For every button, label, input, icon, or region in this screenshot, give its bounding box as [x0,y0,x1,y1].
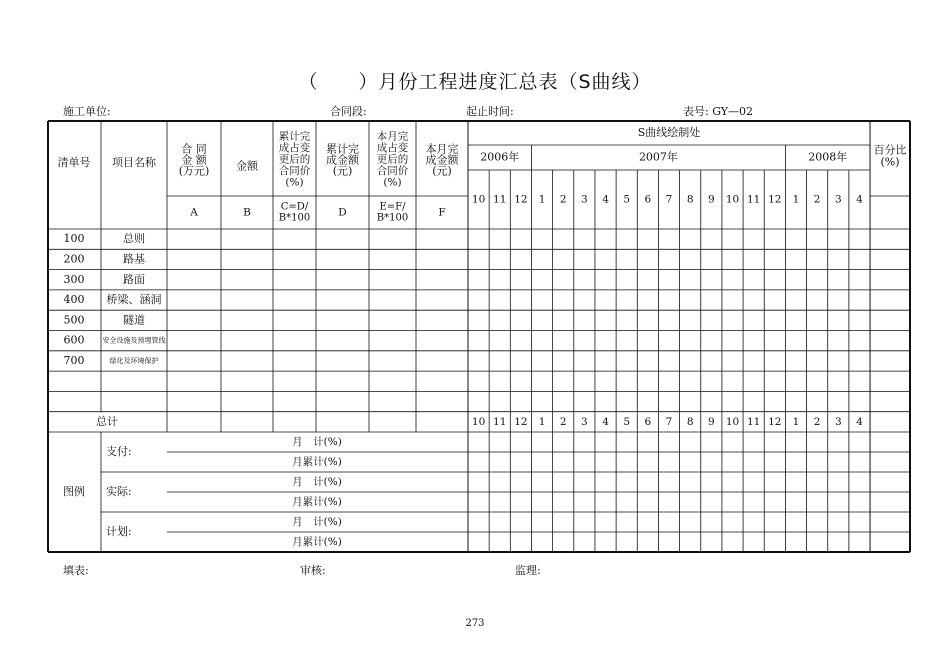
header-month-amount: 成金额 [425,153,459,167]
legend-line-label: 月 计(%) [292,516,342,528]
month-label: 3 [834,193,842,206]
month-label: 10 [471,193,486,206]
row-item-no: 500 [63,313,85,327]
row-item-name: 路面 [123,272,145,286]
month-label: 8 [686,193,694,206]
code-e: E=F/ [379,201,406,213]
header-contract-amount: (万元) [178,164,210,178]
month-label: 2 [813,193,821,206]
header-cumulative-percent: 成占变 [278,141,311,154]
total-month-label: 10 [725,415,740,428]
total-month-label: 8 [686,415,694,428]
row-item-name: 桥梁、涵洞 [106,293,162,307]
total-month-label: 3 [834,415,842,428]
row-item-no: 100 [63,232,85,246]
total-month-label: 11 [493,415,507,428]
header-item-no: 清单号 [57,156,91,169]
total-label: 总计 [96,414,118,428]
year-2007: 2007年 [638,150,678,164]
month-label: 7 [665,193,673,206]
code-a: A [190,206,198,219]
header-cumulative-percent: 合同价 [278,165,311,178]
legend-group-name: 支付: [106,445,132,458]
legend-line-label: 月 计(%) [292,476,342,488]
row-item-name: 路基 [123,252,145,266]
header-month-percent: 本月完 [376,130,409,143]
header-contract-amount: 合 同 [181,142,207,156]
filled-by-label: 填表: [63,564,89,577]
year-2008: 2008年 [808,150,848,164]
header-month-percent: 成占变 [376,141,409,154]
contract-section-label: 合同段: [330,105,367,118]
total-month-label: 3 [581,415,588,428]
header-month-percent: (%) [383,176,402,189]
row-item-name: 绿化及环境保护 [109,356,159,365]
total-month-label: 12 [768,415,782,428]
month-label: 4 [856,193,863,206]
header-amount: 金额 [236,159,258,173]
row-item-name: 总则 [123,232,145,246]
total-month-label: 10 [471,415,486,428]
month-label: 12 [514,193,528,206]
legend-group-name: 实际: [106,485,132,498]
contractor-label: 施工单位: [63,105,111,118]
code-e: B*100 [376,212,409,224]
total-month-label: 2 [813,415,821,428]
header-cumulative-percent: 更后的 [278,153,311,166]
row-item-no: 700 [63,353,85,367]
legend-group-name: 计划: [106,525,132,538]
legend-label: 图例 [63,485,85,498]
header-percent: 百分比 [873,143,907,157]
legend-line-label: 月累计(%) [292,456,342,468]
code-c: C=D/ [280,201,309,213]
total-month-label: 12 [514,415,528,428]
header-cumulative-amount: 累计完 [326,142,359,156]
month-label: 11 [493,193,507,206]
total-month-label: 7 [665,415,673,428]
header-month-percent: 更后的 [376,153,409,166]
total-month-label: 9 [707,415,715,428]
total-month-label: 5 [623,415,631,428]
row-item-no: 600 [63,333,85,347]
row-item-no: 200 [63,252,85,266]
row-item-name: 隧道 [123,313,145,327]
total-month-label: 11 [746,415,761,428]
code-d: D [338,206,347,219]
supervisor-label: 监理: [515,564,541,577]
page-number: 273 [465,618,485,629]
legend-line-label: 月累计(%) [292,496,342,508]
month-label: 1 [538,193,546,206]
total-month-label: 1 [792,415,800,428]
header-s-curve: S曲线绘制处 [637,126,701,139]
header-item-name: 项目名称 [112,156,156,169]
month-label: 6 [644,193,652,206]
legend-line-label: 月累计(%) [292,536,342,548]
code-b: B [243,206,251,219]
month-label: 1 [792,193,800,206]
row-item-no: 400 [63,293,85,307]
month-label: 12 [768,193,782,206]
month-label: 3 [581,193,588,206]
month-label: 5 [623,193,631,206]
row-item-name: 安全设施及预埋管线 [102,336,166,345]
page-title: （ ）月份工程进度汇总表（S曲线） [298,71,652,93]
period-label: 起止时间: [466,105,514,118]
header-cumulative-percent: (%) [285,176,304,189]
legend-line-label: 月 计(%) [292,436,342,448]
reviewed-by-label: 审核: [300,564,326,577]
total-month-label: 4 [602,415,609,428]
code-c: B*100 [278,212,311,224]
year-2006: 2006年 [480,150,520,164]
month-label: 9 [707,193,715,206]
month-label: 10 [725,193,740,206]
header-month-percent: 合同价 [376,165,409,178]
header-month-amount: 本月完 [425,142,459,156]
code-f: F [438,206,446,219]
header-cumulative-amount: (元) [332,164,353,178]
header-contract-amount: 金 额 [181,153,207,167]
month-label: 11 [746,193,761,206]
header-cumulative-percent: 累计完 [278,130,311,143]
total-month-label: 4 [856,415,863,428]
form-number: 表号: GY—02 [683,105,754,118]
row-item-no: 300 [63,272,85,286]
header-month-amount: (元) [432,164,452,178]
header-cumulative-amount: 成金额 [326,153,359,167]
total-month-label: 1 [538,415,546,428]
month-label: 4 [602,193,609,206]
total-month-label: 6 [644,415,652,428]
header-percent: (%) [880,155,900,169]
month-label: 2 [559,193,567,206]
total-month-label: 2 [559,415,567,428]
